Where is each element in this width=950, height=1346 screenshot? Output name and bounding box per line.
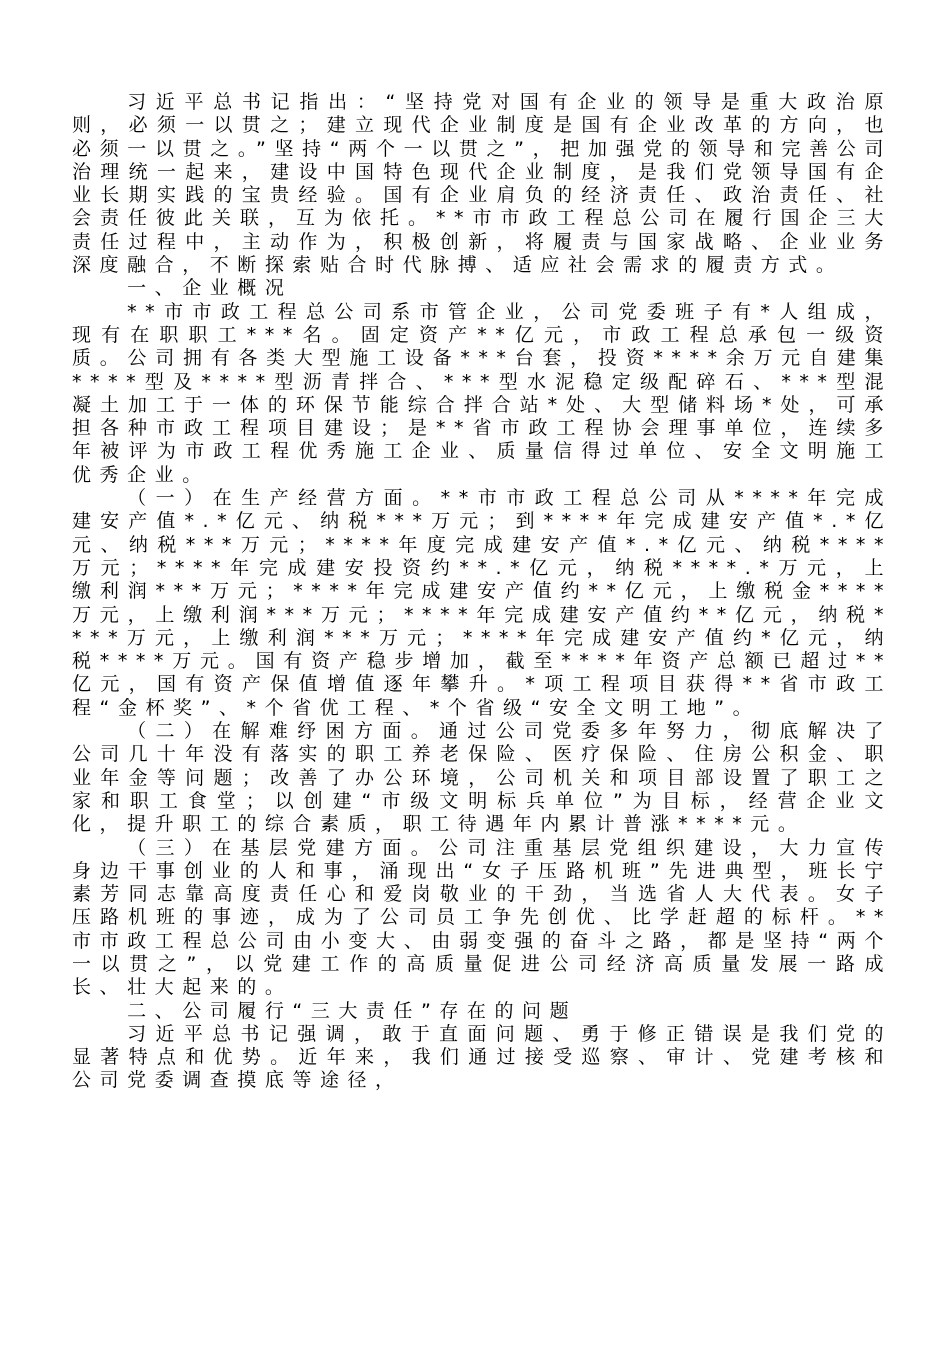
- relief-paragraph: （二）在解难纾困方面。通过公司党委多年努力，彻底解决了公司几十年没有落实的职工养老保险、医疗保险、住房公积金、职业年金等问题；改善了办公环境，公司机关和项目部设置了职工之家和职工食堂；以创建“市级文明标兵单位”为目标，经营企业文化，提升职工的综合素质，职工待遇年内累计普涨****元。: [72, 720, 892, 836]
- section-heading-problems: 二、公司履行“三大责任”存在的问题: [127, 999, 578, 1022]
- overview-paragraph: **市市政工程总公司系市管企业，公司党委班子有*人组成，现有在职职工***名。固定资产**亿元，市政工程总承包一级资质。公司拥有各类大型施工设备***台套，投资****余万元自建集****型及****型沥青拌合、***型水泥稳定级配碎石、***型混凝土加工于一体的环保节能综合拌合站*处、大型储料场*处，可承担各种市政工程项目建设；是**省市政工程协会理事单位，连续多年被评为市政工程优秀施工企业、质量信得过单位、安全文明施工优秀企业。: [72, 300, 892, 486]
- party-building-paragraph: （三）在基层党建方面。公司注重基层党组织建设，大力宣传身边干事创业的人和事，涌现出“女子压路机班”先进典型，班长宁素芳同志靠高度责任心和爱岗敬业的干劲，当选省人大代表。女子压路机班的事迹，成为了公司员工争先创优、比学赶超的标杆。**市市政工程总公司由小变大、由弱变强的奋斗之路，都是坚持“两个一以贯之”，以党建工作的高质量促进公司经济高质量发展一路成长、壮大起来的。: [72, 836, 892, 999]
- production-paragraph: （一）在生产经营方面。**市市政工程总公司从****年完成建安产值*.*亿元、纳税***万元；到****年完成建安产值*.*亿元、纳税***万元；****年度完成建安产值*.*亿元、纳税****万元；****年完成建安投资约**.*亿元，纳税****.*万元，上缴利润***万元；****年完成建安产值约**亿元，上缴税金****万元，上缴利润***万元；****年完成建安产值约**亿元，纳税****万元，上缴利润***万元；****年完成建安产值约*亿元，纳税****万元。国有资产稳步增加，截至****年资产总额已超过**亿元，国有资产保值增值逐年攀升。*项工程项目获得**省市政工程“金杯奖”、*个省优工程、*个省级“安全文明工地”。: [72, 487, 892, 719]
- intro-paragraph: 习近平总书记指出：“坚持党对国有企业的领导是重大政治原则，必须一以贯之；建立现代企业制度是国有企业改革的方向，也必须一以贯之。”坚持“两个一以贯之”，把加强党的领导和完善公司治理统一起来，建设中国特色现代企业制度，是我们党领导国有企业长期实践的宝贵经验。国有企业肩负的经济责任、政治责任、社会责任彼此关联，互为依托。**市市政工程总公司在履行国企三大责任过程中，主动作为，积极创新，将履责与国家战略、企业业务深度融合，不断探索贴合时代脉搏、适应社会需求的履责方式。: [72, 91, 892, 277]
- document-body: [72, 91, 892, 1093]
- problems-paragraph: 习近平总书记强调，敢于直面问题、勇于修正错误是我们党的显著特点和优势。近年来，我们通过接受巡察、审计、党建考核和公司党委调查摸底等途径，: [72, 1022, 892, 1092]
- section-heading-overview: 一、企业概况: [127, 277, 293, 300]
